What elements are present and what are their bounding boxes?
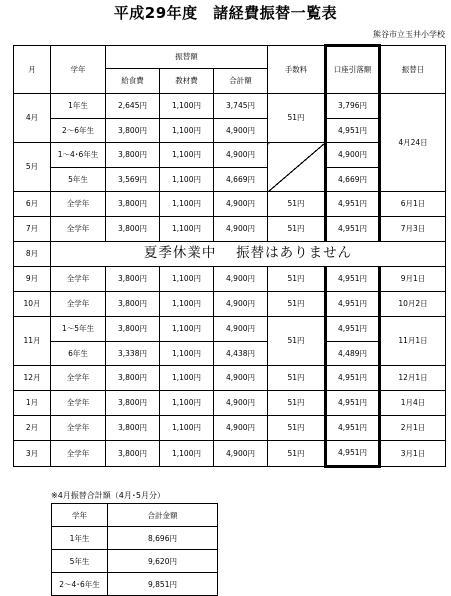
total-cell: 4,900円 — [214, 441, 268, 467]
table-row — [14, 391, 446, 416]
grade-cell: 全学年 — [51, 366, 106, 391]
materials-cell: 1,100円 — [160, 94, 214, 119]
total-cell: 9,851円 — [108, 573, 218, 596]
grade-cell: 1年生 — [51, 94, 106, 119]
month-cell: 2月 — [14, 416, 51, 441]
month-cell: 11月 — [14, 317, 51, 366]
table-row — [14, 292, 446, 317]
total-cell: 4,900円 — [214, 292, 268, 317]
lunch-cell: 3,800円 — [106, 292, 160, 317]
date-cell: 7月3日 — [380, 217, 446, 242]
summer-break-notice: 夏季休業中 振替はありません — [51, 242, 446, 267]
header-total-amount: 合計金額 — [108, 504, 218, 527]
header-grade: 学年 — [52, 504, 108, 527]
month-cell: 3月 — [14, 441, 51, 467]
materials-cell: 1,100円 — [160, 391, 214, 416]
grade-cell: 全学年 — [51, 416, 106, 441]
table-row — [14, 317, 446, 342]
table-row — [14, 192, 446, 217]
grade-cell: 5年生 — [52, 550, 108, 573]
header-lunch: 給食費 — [106, 69, 160, 94]
header-grade: 学年 — [51, 46, 106, 94]
date-cell: 4月24日 — [380, 94, 446, 192]
lunch-cell: 2,645円 — [106, 94, 160, 119]
expense-table — [13, 44, 446, 468]
month-cell: 9月 — [14, 267, 51, 292]
table-row — [14, 416, 446, 441]
debit-cell: 4,951円 — [326, 366, 380, 391]
total-cell: 9,620円 — [108, 550, 218, 573]
debit-cell: 4,900円 — [326, 143, 380, 168]
month-cell: 8月 — [14, 242, 51, 267]
grade-cell: 5年生 — [51, 167, 106, 192]
fee-cell: 51円 — [268, 267, 326, 292]
header-fee: 手数料 — [268, 46, 326, 94]
lunch-cell: 3,800円 — [106, 317, 160, 342]
month-cell: 1月 — [14, 391, 51, 416]
total-cell: 4,900円 — [214, 267, 268, 292]
fee-cell: 51円 — [268, 94, 326, 143]
month-cell: 6月 — [14, 192, 51, 217]
materials-cell: 1,100円 — [160, 192, 214, 217]
table-row — [14, 441, 446, 467]
table-row — [52, 527, 218, 550]
grade-cell: 全学年 — [51, 267, 106, 292]
total-cell: 4,438円 — [214, 341, 268, 366]
header-transfer-amount: 振替額 — [106, 46, 268, 69]
header-materials: 教材費 — [160, 69, 214, 94]
page-title: 平成29年度 諸経費振替一覧表 — [113, 4, 338, 22]
table-row — [52, 550, 218, 573]
materials-cell: 1,100円 — [160, 217, 214, 242]
debit-cell: 4,951円 — [326, 416, 380, 441]
lunch-cell: 3,800円 — [106, 118, 160, 143]
grade-cell: 全学年 — [51, 391, 106, 416]
total-cell: 4,900円 — [214, 391, 268, 416]
table-row — [14, 267, 446, 292]
date-cell: 6月1日 — [380, 192, 446, 217]
fee-empty-cell — [268, 143, 326, 192]
total-cell: 3,745円 — [214, 94, 268, 119]
table-row — [14, 366, 446, 391]
grade-cell: 2～6年生 — [51, 118, 106, 143]
month-cell: 12月 — [14, 366, 51, 391]
summary-note: ※4月振替合計額（4月･5月分） — [51, 491, 165, 500]
fee-cell: 51円 — [268, 441, 326, 467]
debit-cell: 4,951円 — [326, 192, 380, 217]
lunch-cell: 3,800円 — [106, 391, 160, 416]
date-cell: 11月1日 — [380, 317, 446, 366]
total-cell: 4,900円 — [214, 143, 268, 168]
materials-cell: 1,100円 — [160, 366, 214, 391]
grade-cell: 全学年 — [51, 292, 106, 317]
materials-cell: 1,100円 — [160, 416, 214, 441]
month-cell: 10月 — [14, 292, 51, 317]
lunch-cell: 3,800円 — [106, 366, 160, 391]
lunch-cell: 3,800円 — [106, 416, 160, 441]
fee-cell: 51円 — [268, 292, 326, 317]
materials-cell: 1,100円 — [160, 317, 214, 342]
grade-cell: 1年生 — [52, 527, 108, 550]
fee-cell: 51円 — [268, 192, 326, 217]
school-name: 熊谷市立玉井小学校 — [373, 30, 445, 39]
materials-cell: 1,100円 — [160, 441, 214, 467]
header-total: 合計額 — [214, 69, 268, 94]
debit-cell: 4,951円 — [326, 267, 380, 292]
fee-cell: 51円 — [268, 217, 326, 242]
fee-cell: 51円 — [268, 391, 326, 416]
materials-cell: 1,100円 — [160, 267, 214, 292]
total-cell: 4,900円 — [214, 317, 268, 342]
date-cell: 2月1日 — [380, 416, 446, 441]
grade-cell: 全学年 — [51, 192, 106, 217]
debit-cell: 4,951円 — [326, 217, 380, 242]
total-cell: 4,900円 — [214, 192, 268, 217]
grade-cell: 1～4･6年生 — [51, 143, 106, 168]
total-cell: 4,900円 — [214, 416, 268, 441]
fee-cell: 51円 — [268, 317, 326, 366]
summary-table — [51, 503, 218, 596]
header-month: 月 — [14, 46, 51, 94]
debit-cell: 3,796円 — [326, 94, 380, 119]
lunch-cell: 3,338円 — [106, 341, 160, 366]
total-cell: 8,696円 — [108, 527, 218, 550]
grade-cell: 6年生 — [51, 341, 106, 366]
date-cell: 1月4日 — [380, 391, 446, 416]
table-row — [14, 217, 446, 242]
materials-cell: 1,100円 — [160, 167, 214, 192]
lunch-cell: 3,800円 — [106, 192, 160, 217]
debit-cell: 4,951円 — [326, 441, 380, 467]
grade-cell: 全学年 — [51, 217, 106, 242]
debit-cell: 4,951円 — [326, 391, 380, 416]
debit-cell: 4,951円 — [326, 292, 380, 317]
total-cell: 4,900円 — [214, 118, 268, 143]
month-cell: 5月 — [14, 143, 51, 192]
table-row — [14, 94, 446, 119]
materials-cell: 1,100円 — [160, 143, 214, 168]
total-cell: 4,669円 — [214, 167, 268, 192]
table-row — [52, 504, 218, 527]
table-row — [52, 573, 218, 596]
grade-cell: 2～4･6年生 — [52, 573, 108, 596]
debit-cell: 4,951円 — [326, 317, 380, 342]
lunch-cell: 3,800円 — [106, 267, 160, 292]
header-date: 振替日 — [380, 46, 446, 94]
lunch-cell: 3,800円 — [106, 441, 160, 467]
materials-cell: 1,100円 — [160, 341, 214, 366]
debit-cell: 4,489円 — [326, 341, 380, 366]
debit-cell: 4,669円 — [326, 167, 380, 192]
lunch-cell: 3,800円 — [106, 217, 160, 242]
grade-cell: 全学年 — [51, 441, 106, 467]
date-cell: 12月1日 — [380, 366, 446, 391]
debit-cell: 4,951円 — [326, 118, 380, 143]
month-cell: 7月 — [14, 217, 51, 242]
table-row — [14, 242, 446, 267]
fee-cell: 51円 — [268, 366, 326, 391]
fee-cell: 51円 — [268, 416, 326, 441]
date-cell: 9月1日 — [380, 267, 446, 292]
lunch-cell: 3,569円 — [106, 167, 160, 192]
date-cell: 3月1日 — [380, 441, 446, 467]
materials-cell: 1,100円 — [160, 118, 214, 143]
header-debit: 口座引落額 — [326, 46, 380, 94]
lunch-cell: 3,800円 — [106, 143, 160, 168]
total-cell: 4,900円 — [214, 217, 268, 242]
materials-cell: 1,100円 — [160, 292, 214, 317]
grade-cell: 1～5年生 — [51, 317, 106, 342]
total-cell: 4,900円 — [214, 366, 268, 391]
date-cell: 10月2日 — [380, 292, 446, 317]
month-cell: 4月 — [14, 94, 51, 143]
